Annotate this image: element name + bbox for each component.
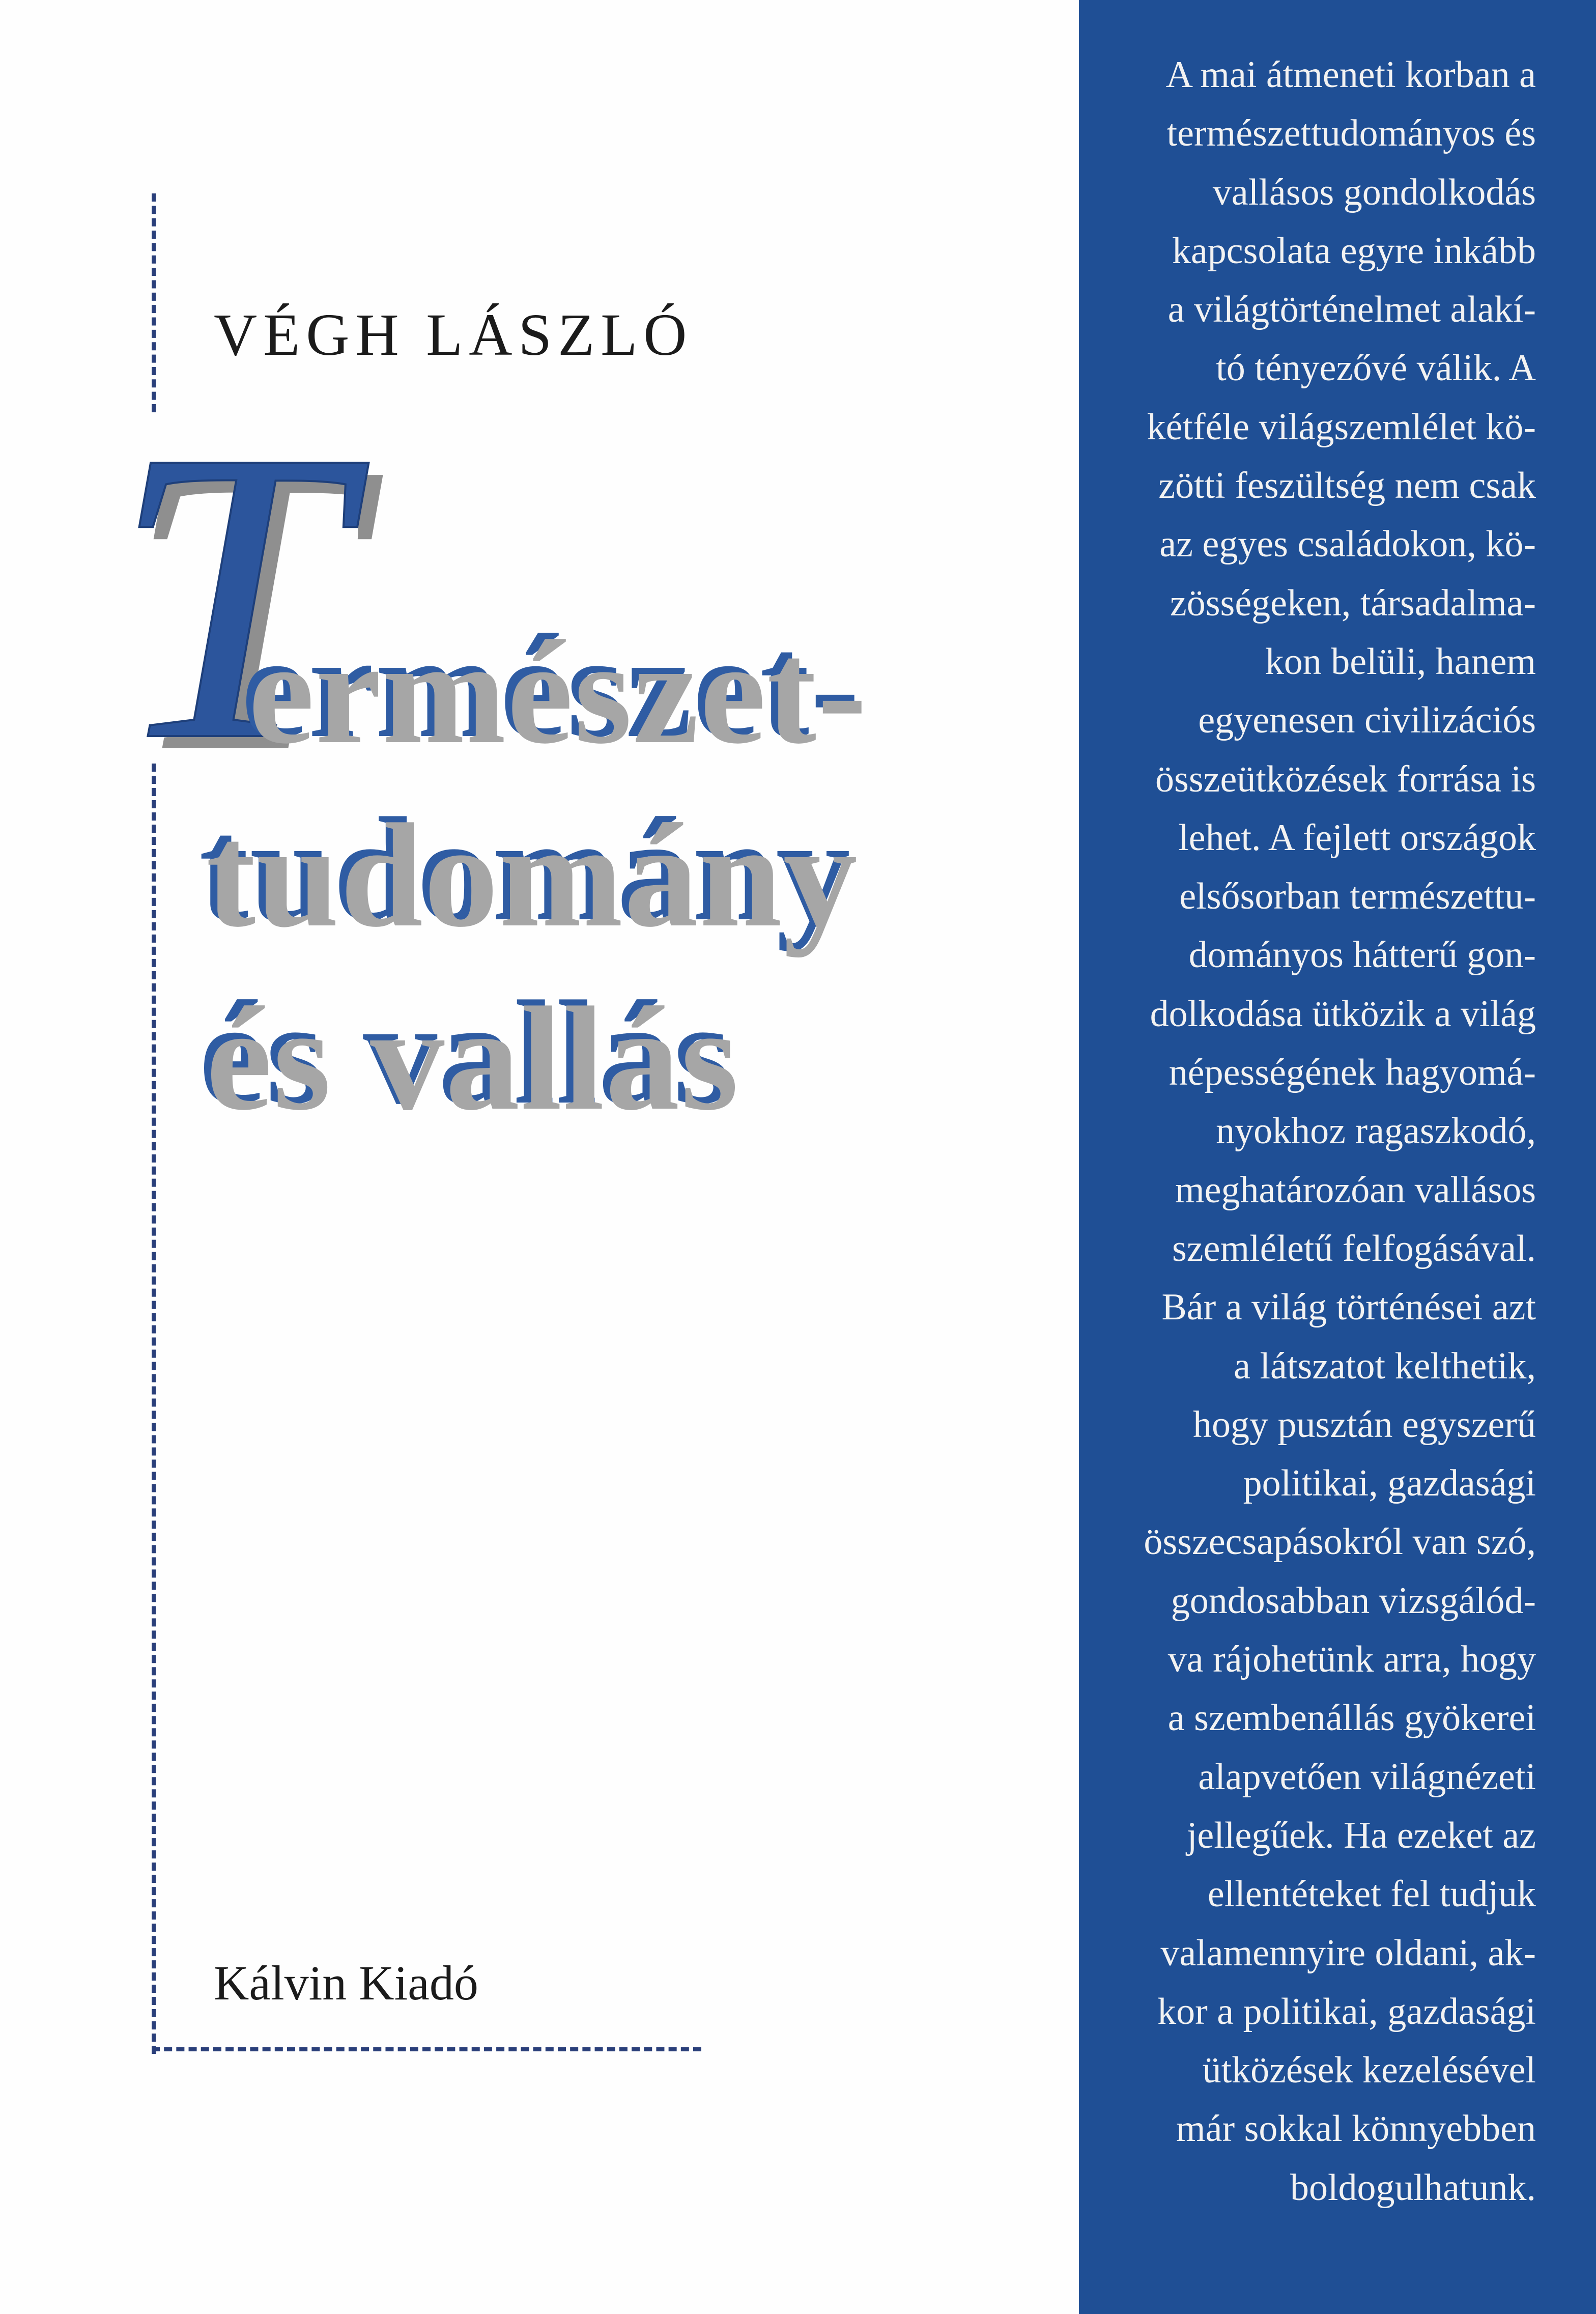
blurb-line: természettudományos és [1166, 112, 1536, 155]
blurb-line: nyokhoz ragaszkodó, [1216, 1110, 1536, 1152]
title-line-3: és vallás [206, 977, 740, 1141]
blurb-line: a látszatot kelthetik, [1234, 1345, 1536, 1387]
author-name: VÉGH LÁSZLÓ [214, 301, 693, 368]
blurb-text [1078, 46, 1536, 2217]
blurb-line: elsősorban természettu- [1179, 876, 1536, 918]
blurb-line: egyenesen civilizációs [1198, 699, 1536, 742]
blurb-line: politikai, gazdasági [1243, 1462, 1536, 1505]
title-line-2: tudomány [206, 794, 859, 958]
frame-dashed-line-left [152, 764, 156, 2054]
blurb-line: népességének hagyomá- [1168, 1052, 1536, 1094]
blurb-line: összeütközések forrása is [1155, 758, 1536, 800]
blurb-line: a világtörténelmet alakí- [1167, 289, 1536, 331]
blurb-line: valamennyire oldani, ak- [1160, 1932, 1536, 1974]
blurb-line: összecsapásokról van szó, [1144, 1521, 1536, 1563]
blurb-line: kapcsolata egyre inkább [1172, 230, 1536, 272]
blurb-line: lehet. A fejlett országok [1178, 816, 1536, 859]
blurb-line: zötti feszültség nem csak [1158, 465, 1536, 507]
blurb-line: zösségeken, társadalma- [1170, 582, 1536, 624]
blurb-line: tó tényezővé válik. A [1216, 347, 1536, 389]
blurb-line: szemléletű felfogásával. [1172, 1227, 1536, 1269]
blurb-panel [1079, 0, 1596, 2314]
blurb-line: boldogulhatunk. [1290, 2166, 1536, 2209]
blurb-line: a szembenállás gyökerei [1167, 1697, 1536, 1739]
blurb-line: dományos hátterű gon- [1188, 934, 1536, 976]
blurb-line: kor a politikai, gazdasági [1157, 1990, 1536, 2033]
blurb-line: dolkodása ütközik a világ [1150, 993, 1536, 1035]
blurb-line: hogy pusztán egyszerű [1192, 1403, 1536, 1446]
blurb-line: A mai átmeneti korban a [1165, 54, 1536, 96]
blurb-line: ütközések kezelésével [1202, 2049, 1536, 2092]
blurb-line: az egyes családokon, kö- [1159, 523, 1536, 566]
blurb-line: va rájohetünk arra, hogy [1167, 1639, 1536, 1681]
blurb-line: meghatározóan vallásos [1175, 1169, 1536, 1211]
publisher-name: Kálvin Kiadó [214, 1956, 478, 2010]
blurb-line: már sokkal könnyebben [1176, 2108, 1536, 2150]
blurb-line: kétféle világszemlélet kö- [1147, 406, 1536, 448]
blurb-line: Bár a világ történései azt [1161, 1286, 1536, 1329]
blurb-line: jellegűek. Ha ezeket az [1186, 1814, 1536, 1856]
title-line-1: ermészet- [248, 610, 868, 775]
title-initial-letter: T [112, 364, 345, 827]
blurb-line: vallásos gondolkodás [1212, 171, 1536, 213]
blurb-line: alapvetően világnézeti [1198, 1756, 1536, 1798]
frame-dashed-line-bottom [152, 2047, 701, 2051]
blurb-line: gondosabban vizsgálód- [1171, 1579, 1536, 1622]
blurb-line: ellentéteket fel tudjuk [1207, 1873, 1536, 1915]
blurb-line: kon belüli, hanem [1265, 640, 1536, 683]
